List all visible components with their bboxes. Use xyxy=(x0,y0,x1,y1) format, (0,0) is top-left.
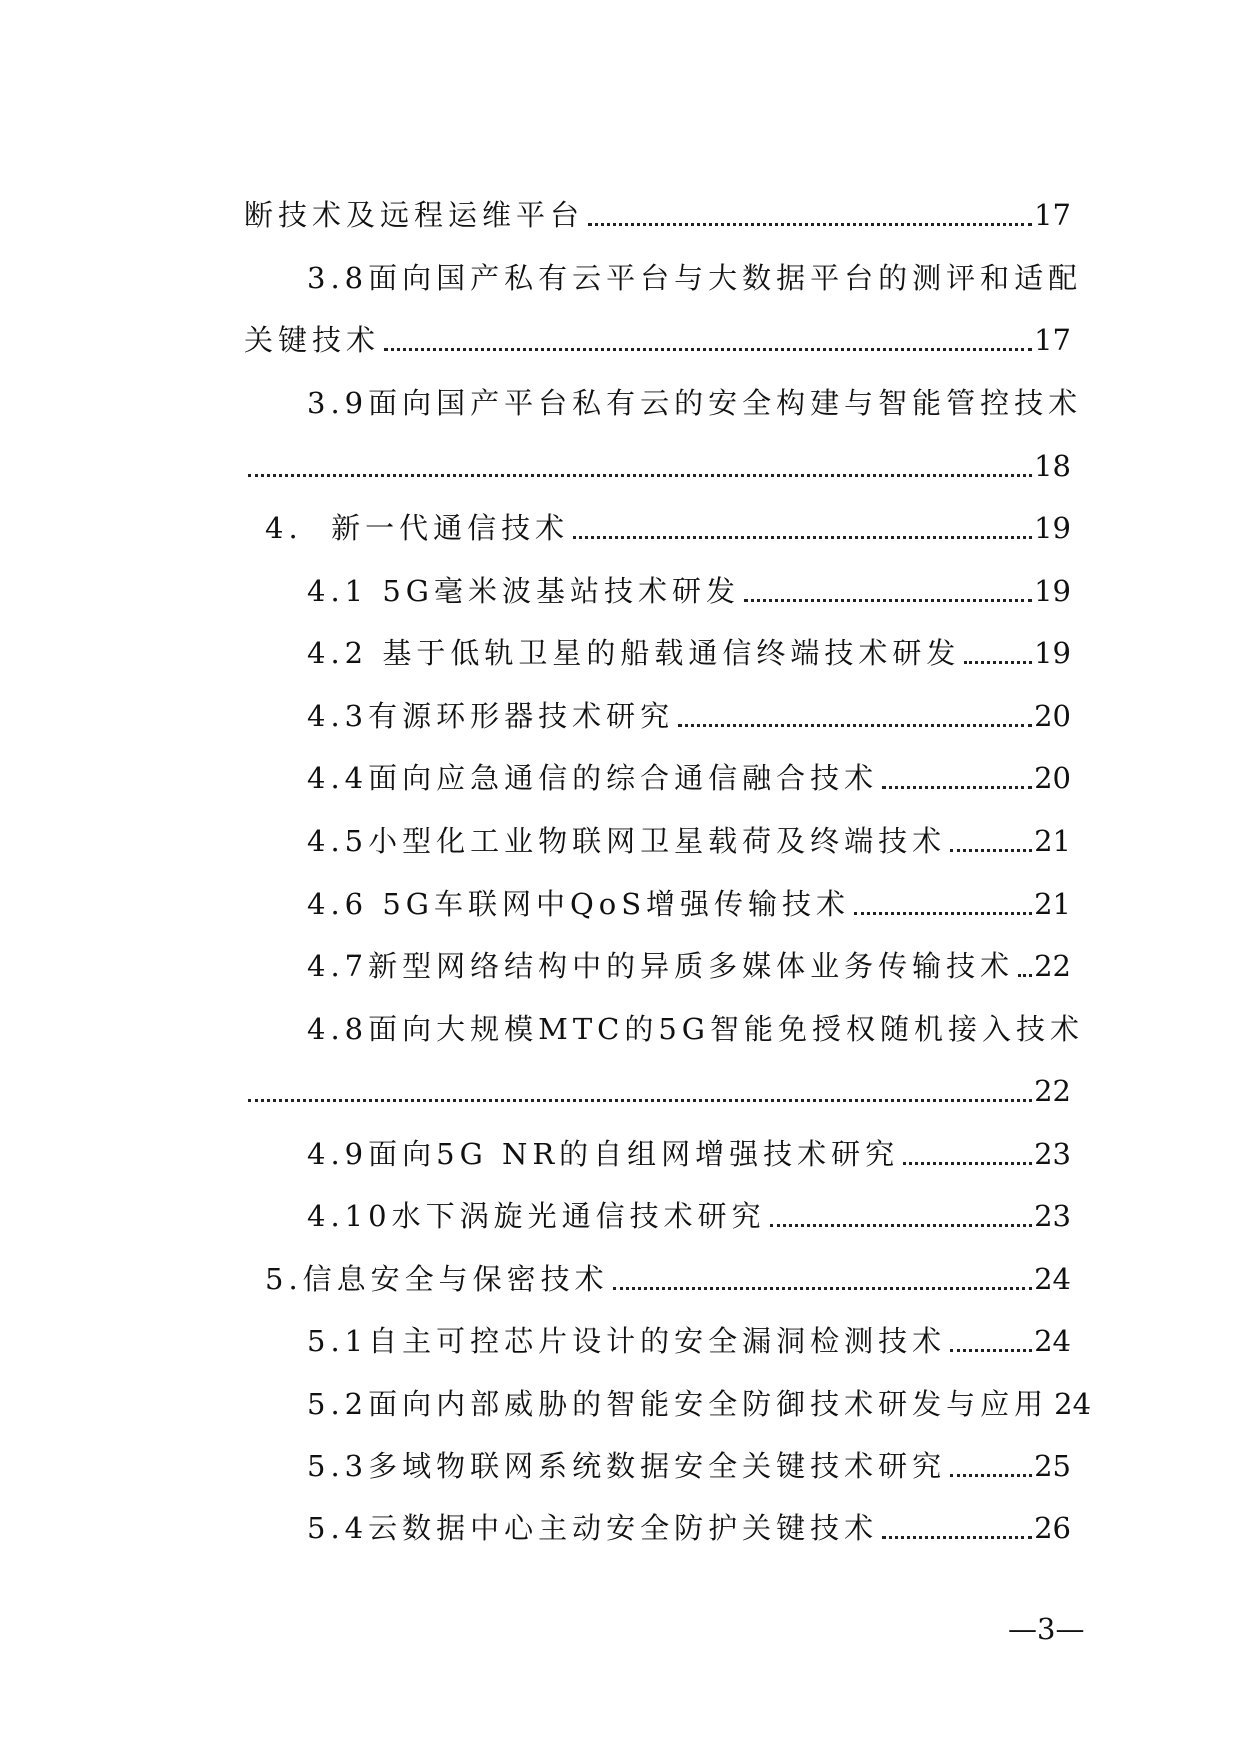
entry-title: 5.3多域物联网系统数据安全关键技术研究 xyxy=(307,1449,947,1483)
toc-entry[interactable] xyxy=(307,1446,1071,1486)
toc-entry[interactable] xyxy=(307,758,1071,798)
entry-page: 20 xyxy=(1034,761,1071,795)
dot-leader xyxy=(573,536,1032,539)
toc-entry[interactable] xyxy=(307,1009,1084,1049)
dot-leader xyxy=(903,1162,1032,1165)
dot-leader xyxy=(770,1224,1033,1227)
entry-title: 5.4云数据中心主动安全防护关键技术 xyxy=(307,1511,879,1545)
dot-leader xyxy=(678,724,1032,727)
toc-entry[interactable] xyxy=(307,571,1071,611)
entry-page: 17 xyxy=(1034,198,1071,232)
dot-leader xyxy=(854,912,1032,915)
dot-leader xyxy=(950,1349,1032,1352)
entry-title: 3.8面向国产私有云平台与大数据平台的测评和适配 xyxy=(307,261,1083,295)
toc-entry-continued[interactable] xyxy=(244,446,1071,486)
toc-section[interactable] xyxy=(265,508,1071,548)
entry-title: 断技术及远程运维平台 xyxy=(244,198,585,232)
toc-entry[interactable] xyxy=(307,884,1071,924)
toc-entry[interactable] xyxy=(307,1384,1092,1424)
entry-title: 关键技术 xyxy=(244,323,381,357)
entry-page: 19 xyxy=(1034,511,1071,545)
dot-leader xyxy=(744,599,1032,602)
entry-page: 24 xyxy=(1034,1324,1071,1358)
entry-title: 4.5小型化工业物联网卫星载荷及终端技术 xyxy=(307,824,947,858)
dot-leader xyxy=(950,1474,1032,1477)
page-number: —3— xyxy=(1008,1612,1085,1646)
entry-title: 5.信息安全与保密技术 xyxy=(265,1262,609,1296)
toc-entry-continued[interactable] xyxy=(244,1071,1071,1111)
entry-title: 4.10水下涡旋光通信技术研究 xyxy=(307,1199,766,1233)
dot-leader xyxy=(950,849,1032,852)
entry-page: 21 xyxy=(1034,887,1071,921)
dot-leader xyxy=(964,661,1032,664)
entry-page: 23 xyxy=(1034,1137,1071,1171)
entry-title: 3.9面向国产平台私有云的安全构建与智能管控技术 xyxy=(307,386,1083,420)
entry-page: 25 xyxy=(1034,1449,1071,1483)
entry-page: 24 xyxy=(1054,1387,1092,1421)
toc-entry-continued[interactable] xyxy=(244,320,1071,360)
toc-entry[interactable] xyxy=(307,696,1071,736)
entry-title: 4.1 5G毫米波基站技术研发 xyxy=(307,574,740,608)
entry-page: 20 xyxy=(1034,699,1071,733)
entry-title: 4.3有源环形器技术研究 xyxy=(307,699,675,733)
toc-entry[interactable] xyxy=(307,383,1083,423)
toc-section[interactable] xyxy=(265,1259,1071,1299)
entry-title: 4.4面向应急通信的综合通信融合技术 xyxy=(307,761,879,795)
entry-title: 4.2 基于低轨卫星的船载通信终端技术研发 xyxy=(307,636,961,670)
toc-entry[interactable] xyxy=(307,1196,1071,1236)
dot-leader xyxy=(248,1099,1032,1102)
toc-entry[interactable] xyxy=(307,1134,1071,1174)
entry-page: 23 xyxy=(1034,1199,1071,1233)
dot-leader xyxy=(588,223,1032,226)
toc-entry[interactable] xyxy=(307,1321,1071,1361)
toc-entry[interactable] xyxy=(307,946,1071,986)
toc-entry[interactable] xyxy=(307,633,1071,673)
entry-page: 22 xyxy=(1034,949,1071,983)
entry-title: 4.7新型网络结构中的异质多媒体业务传输技术 xyxy=(307,949,1015,983)
entry-title: 4. 新一代通信技术 xyxy=(265,511,570,545)
dot-leader xyxy=(248,474,1032,477)
toc-entry[interactable] xyxy=(307,1508,1071,1548)
entry-page: 19 xyxy=(1034,636,1071,670)
entry-page: 17 xyxy=(1034,323,1071,357)
entry-title: 4.8面向大规模MTC的5G智能免授权随机接入技术 xyxy=(307,1012,1084,1046)
dot-leader xyxy=(1018,974,1032,977)
toc-entry[interactable] xyxy=(307,821,1071,861)
entry-title: 4.6 5G车联网中QoS增强传输技术 xyxy=(307,887,851,921)
entry-title: 4.9面向5G NR的自组网增强技术研究 xyxy=(307,1137,900,1171)
entry-page: 22 xyxy=(1034,1074,1071,1108)
toc-entry[interactable] xyxy=(307,258,1083,298)
entry-title: 5.1自主可控芯片设计的安全漏洞检测技术 xyxy=(307,1324,947,1358)
dot-leader xyxy=(384,348,1032,351)
dot-leader xyxy=(613,1287,1032,1290)
toc-entry[interactable] xyxy=(244,195,1071,235)
entry-page: 26 xyxy=(1034,1511,1071,1545)
entry-title: 5.2面向内部威胁的智能安全防御技术研发与应用 xyxy=(307,1387,1049,1421)
entry-page: 24 xyxy=(1034,1262,1071,1296)
entry-page: 19 xyxy=(1034,574,1071,608)
dot-leader xyxy=(882,1536,1032,1539)
entry-page: 21 xyxy=(1034,824,1071,858)
dot-leader xyxy=(882,786,1032,789)
entry-page: 18 xyxy=(1034,449,1071,483)
